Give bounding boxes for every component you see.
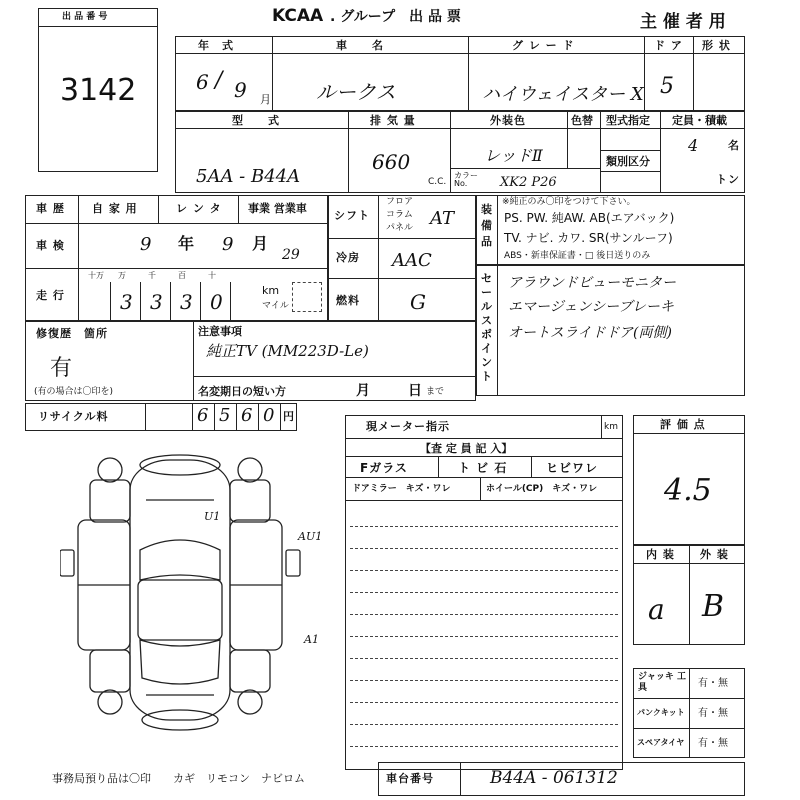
cc-unit: C.C. [428, 177, 447, 187]
logo: KCAA [272, 6, 324, 26]
writing-line [350, 548, 618, 549]
inspection-label: 車 検 [36, 239, 65, 252]
capacity-unit-tons: トン [716, 173, 740, 186]
model-value: 5AA - B44A [196, 166, 301, 187]
displacement-label: 排 気 量 [370, 114, 416, 127]
interior-value: a [648, 593, 665, 626]
mileage-divider [230, 282, 231, 320]
repair-label: 修復歴 箇所 [36, 327, 108, 340]
mirror-label: ドアミラー キズ・ワレ [352, 484, 451, 494]
inspection-month: 9 [222, 234, 234, 255]
sales-point-2: エマージェンシーブレーキ [508, 299, 674, 315]
shift-panel: パネル [386, 223, 414, 233]
recycle-label: リサイクル料 [38, 410, 109, 423]
wheel-label: ホイール(CP) キズ・ワレ [486, 484, 598, 494]
expire-month: 月 [356, 383, 371, 399]
mileage-digit: 3 [150, 290, 163, 314]
lot-number-label: 出 品 番 号 [62, 12, 108, 22]
writing-line [350, 658, 618, 659]
inspection-day: 29 [282, 247, 300, 263]
history-commercial: 事業 営業車 [248, 202, 307, 215]
model-label: 型 式 [232, 114, 280, 127]
grade-label: グ レ ー ド [512, 39, 575, 52]
expire-label: 名変期日の短い方 [198, 385, 286, 398]
mileage-divider [200, 282, 201, 320]
mile-checkbox[interactable] [292, 282, 322, 312]
writing-line [350, 592, 618, 593]
mileage-divider [140, 282, 141, 320]
history-label: 車 歴 [36, 202, 65, 215]
mileage-digit-label: 百 [178, 271, 186, 280]
jack-label: ジャッキ 工 具 [638, 672, 686, 693]
color-number-label: カラー No. [454, 171, 478, 188]
front-glass-label: Fガラス [360, 461, 408, 475]
diagram-note-u1: U1 [204, 510, 221, 523]
year-separator: / [215, 68, 223, 93]
fuel-value: G [410, 290, 426, 314]
capacity-value: 4 [688, 136, 699, 155]
equipment-label: 装 備 品 [481, 203, 493, 248]
repair-value: 有 [50, 356, 73, 381]
puncture-kit-label: パンクキット [637, 708, 685, 717]
fuel-label: 燃料 [336, 294, 360, 307]
shift-value: AT [430, 208, 455, 229]
expire-day: 日 [408, 383, 423, 399]
year-value: 6 [196, 70, 209, 94]
spare-tire-value[interactable]: 有・無 [698, 738, 728, 749]
door-label: ド ア [654, 39, 683, 52]
writing-line [350, 702, 618, 703]
inspection-year-unit: 年 [178, 234, 196, 253]
mileage-digit-label: 十万 [88, 271, 104, 280]
host-label: 主 催 者 用 [640, 12, 726, 32]
lot-number-value: 3142 [60, 73, 137, 108]
year-label: 年 式 [198, 39, 234, 52]
history-private: 自 家 用 [92, 202, 138, 215]
mileage-digit-label: 万 [118, 271, 126, 280]
writing-line [350, 526, 618, 527]
rating-value: 4.5 [664, 473, 712, 508]
jack-value[interactable]: 有・無 [698, 678, 728, 689]
mile-unit: マイル [262, 301, 289, 311]
sales-point-3: オートスライドドア(両側) [508, 325, 672, 341]
shift-label: シフト [334, 209, 370, 222]
equipment-note: ※純正のみ〇印をつけて下さい。 [502, 197, 636, 207]
sales-point-label: セールスポイント [481, 272, 493, 383]
equipment-line2: TV. ナビ. カワ. SR(サンルーフ) [504, 231, 673, 245]
footer-note: 事務局預り品は〇印 カギ リモコン ナビロム [52, 772, 305, 785]
ac-value: AAC [392, 250, 432, 271]
sales-point-1: アラウンドビューモニター [508, 275, 676, 291]
chip-label: ト ビ 石 [458, 461, 508, 475]
color-value: レッドⅡ [484, 146, 543, 165]
mileage-divider [110, 282, 111, 320]
shift-column: コラム [386, 210, 413, 220]
capacity-label: 定員・積載 [672, 114, 727, 127]
inspector-header: 【査 定 員 記 入】 [420, 442, 513, 455]
recycle-digit: 6 [241, 405, 253, 426]
sheet-title: . グループ 出 品 票 [330, 9, 461, 25]
recycle-divider [258, 403, 259, 431]
recycle-digit: 6 [197, 405, 209, 426]
color-number-value: XK2 P26 [500, 175, 557, 190]
writing-line [350, 724, 618, 725]
recycle-divider [214, 403, 215, 431]
month-value: 9 [234, 78, 247, 102]
mileage-divider [170, 282, 171, 320]
repair-note: (有の場合は〇印を) [34, 387, 114, 397]
displacement-value: 660 [372, 150, 411, 174]
recycle-divider [280, 403, 281, 431]
history-rental: レ ン タ [176, 202, 222, 215]
mileage-digit: 3 [180, 290, 193, 314]
category-label: 類別区分 [606, 155, 650, 168]
writing-line [350, 614, 618, 615]
spare-tire-label: スペアタイヤ [637, 738, 685, 747]
diagram-note-au1: AU1 [298, 530, 323, 543]
puncture-kit-value[interactable]: 有・無 [698, 708, 728, 719]
car-name-value: ルークス [316, 80, 396, 104]
writing-line [350, 570, 618, 571]
equipment-line3: ABS・新車保証書・□ 後日送りのみ [504, 251, 651, 261]
color-label: 外装色 [490, 114, 526, 127]
meter-unit: km [604, 422, 618, 432]
notes-value: 純正TV (MM223D-Le) [206, 342, 369, 360]
rating-label: 評 価 点 [660, 418, 706, 431]
shape-label: 形 状 [702, 39, 731, 52]
crack-label: ヒビワレ [546, 461, 599, 475]
meter-label: 現メーター指示 [366, 420, 450, 433]
mileage-digit: 0 [210, 290, 223, 314]
recycle-digit: 0 [263, 405, 275, 426]
inspection-year: 9 [140, 234, 152, 255]
mileage-digit: 3 [120, 290, 133, 314]
chassis-label: 車台番号 [386, 772, 434, 785]
type-spec-label: 型式指定 [606, 114, 650, 127]
car-damage-diagram [60, 440, 340, 750]
capacity-unit-persons: 名 [728, 139, 740, 152]
door-value: 5 [660, 74, 674, 99]
inspection-month-unit: 月 [252, 234, 270, 253]
diagram-note-a1: A1 [304, 633, 319, 646]
exterior-label: 外 装 [700, 548, 729, 561]
recycle-digit: 5 [219, 405, 231, 426]
recycle-divider [192, 403, 193, 431]
writing-line [350, 680, 618, 681]
exterior-value: B [702, 589, 725, 624]
mileage-label: 走 行 [36, 289, 65, 302]
mileage-digit-label: 千 [148, 271, 156, 280]
notes-label: 注意事項 [198, 325, 242, 338]
mileage-digit-label: 十 [208, 271, 216, 280]
writing-line [350, 746, 618, 747]
expire-suffix: まで [426, 387, 445, 397]
recycle-divider [236, 403, 237, 431]
writing-line [350, 636, 618, 637]
color-change-label: 色替 [571, 114, 593, 127]
grade-value: ハイウェイスター X [482, 84, 644, 105]
month-unit: 月 [260, 93, 271, 106]
km-unit: km [262, 284, 280, 297]
recycle-unit: 円 [283, 410, 295, 423]
car-name-label: 車 名 [336, 39, 384, 52]
equipment-line1: PS. PW. 純AW. AB(エアバック) [504, 211, 675, 225]
ac-label: 冷房 [336, 251, 360, 264]
shift-floor: フロア [386, 197, 414, 207]
interior-label: 内 装 [646, 548, 675, 561]
chassis-value: B44A - 061312 [490, 768, 618, 788]
